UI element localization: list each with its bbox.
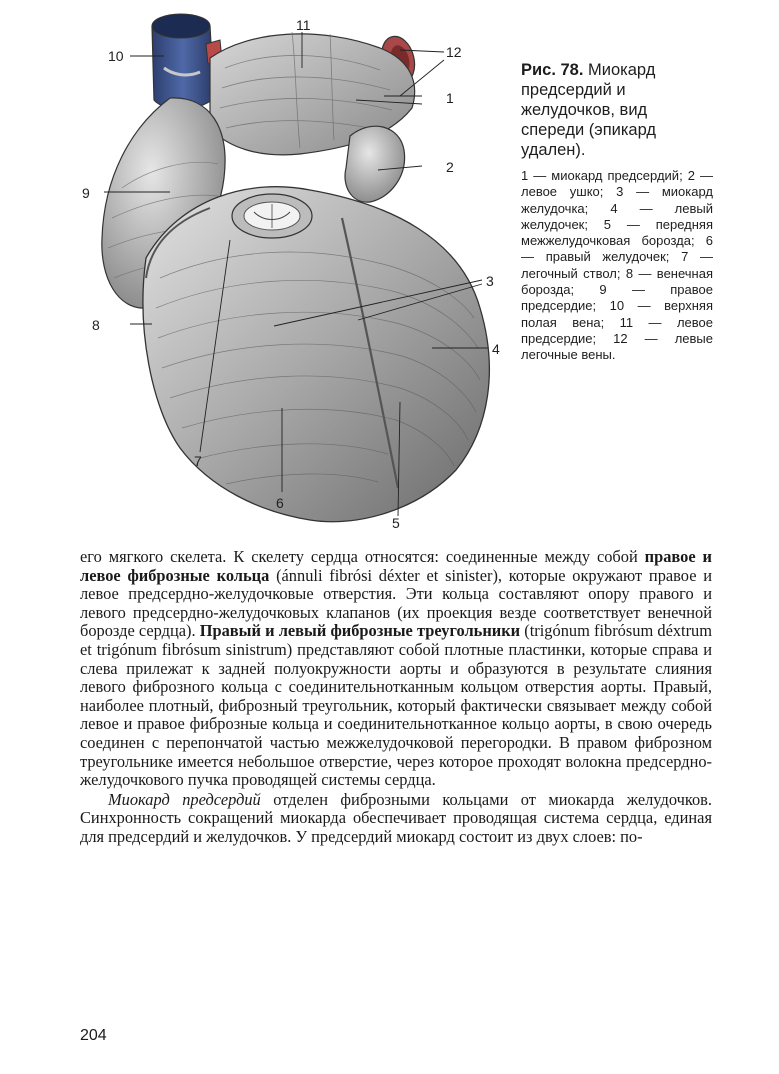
- ventricles: [143, 187, 489, 522]
- callout-8: 8: [92, 317, 100, 333]
- callout-9: 9: [82, 185, 90, 201]
- callout-11: 11: [296, 17, 311, 33]
- callout-3: 3: [486, 273, 494, 289]
- p1-text-2: (ánnuli fibrósi déxter et sinister), которые окружают правое и левое предсердно-желудочковые отверстия. Эти кольца составляют опору правого и левого предсердно-желудочковых клапанов (их проекция везде соответствует венечной борозде сердца).: [80, 565, 712, 641]
- left-auricle: [345, 126, 405, 202]
- body-text: [80, 548, 712, 847]
- figure-caption: [521, 60, 713, 364]
- callout-7: 7: [194, 453, 202, 469]
- heart-illustration: [60, 8, 515, 538]
- caption-title: [521, 60, 713, 160]
- p1-text-1: его мягкого скелета. К скелету сердца относятся: соединенные между собой: [80, 547, 645, 566]
- callout-6: 6: [276, 495, 284, 511]
- caption-legend: 1 — миокард предсердий; 2 — левое ушко; 3 — миокард желудочка; 4 — левый желудочек; 5 — передняя межжелудочковая борозда; 6 — правый желудочек; 7 — легочный ствол; 8 — венечная борозда; 9 — правое предсердие; 10 — верхняя полая вена; 11 — левое предсердие; 12 — левые легочные вены.: [521, 168, 713, 363]
- paragraph-2: [80, 791, 712, 847]
- p1-term-triangles: Правый и левый фиброзные треугольники: [199, 621, 521, 641]
- caption-figure-number: Рис. 78.: [521, 61, 584, 79]
- callout-10: 10: [108, 48, 124, 64]
- callout-1: 1: [446, 90, 454, 106]
- page-number: 204: [80, 1027, 107, 1044]
- p2-text: отделен фиброзными кольцами от миокарда желудочков. Синхронность сокращений миокарда обеспечивает проводящая система сердца, единая для предсердий и желудочков. У предсердий миокард состоит из двух слоев: по-: [80, 789, 712, 846]
- callout-5: 5: [392, 515, 400, 531]
- paragraph-1: [80, 548, 712, 790]
- callout-4: 4: [492, 341, 500, 357]
- caption-title-text: Миокард предсердий и желудочков, вид спереди (эпикард удален).: [521, 61, 657, 159]
- callout-12: 12: [446, 44, 462, 60]
- p1-term-rings: правое и левое фиброзные кольца: [80, 547, 712, 585]
- p2-term: Миокард предсердий: [108, 789, 261, 809]
- callout-2: 2: [446, 159, 454, 175]
- heart-drawing: [60, 8, 515, 538]
- p1-text-3: (trigónum fibrósum déxtrum et trigónum fibrósum sinistrum) представляют собой плотные пластинки, которые справа и слева прилежат к задней полуокружности аорты и образуются в результате слияния левого фиброзного кольца с соединительнотканным кольцом отверстия аорты. Правый, наиболее плотный, фиброзный треугольник, который фактически связывает между собой левое и правое фиброзные кольца и соединительнотканное кольцо аорты, в свою очередь соединен с перепончатой частью межжелудочковой перегородки. В правом фиброзном треугольнике имеется небольшое отверстие, через которое проходят волокна предсердно-желудочкового пучка проводящей системы сердца.: [80, 621, 713, 790]
